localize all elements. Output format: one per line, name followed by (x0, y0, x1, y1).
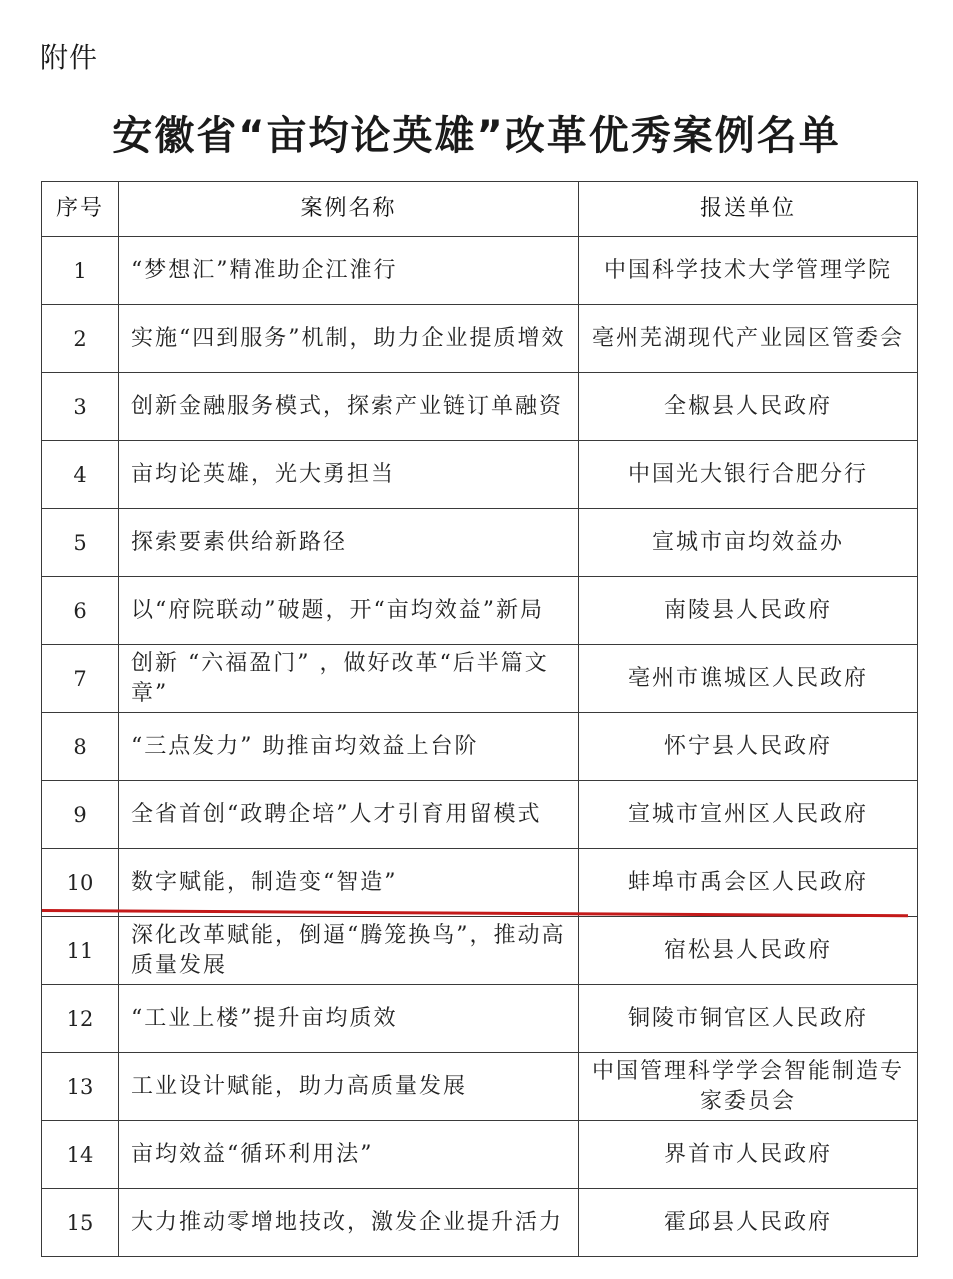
row-number: 12 (42, 985, 119, 1053)
row-number: 2 (42, 305, 119, 373)
case-name: 工业设计赋能，助力高质量发展 (119, 1053, 579, 1121)
table-row (42, 305, 918, 373)
submitting-unit: 蚌埠市禹会区人民政府 (579, 849, 918, 917)
table-row (42, 985, 918, 1053)
row-number: 9 (42, 781, 119, 849)
submitting-unit: 南陵县人民政府 (579, 577, 918, 645)
column-header-no: 序号 (42, 182, 119, 237)
table-row (42, 509, 918, 577)
table-row (42, 917, 918, 985)
case-list-table (41, 181, 918, 1257)
submitting-unit: 界首市人民政府 (579, 1121, 918, 1189)
submitting-unit: 宿松县人民政府 (579, 917, 918, 985)
row-number: 8 (42, 713, 119, 781)
case-name: 亩均论英雄，光大勇担当 (119, 441, 579, 509)
row-number: 11 (42, 917, 119, 985)
row-number: 4 (42, 441, 119, 509)
row-number: 15 (42, 1189, 119, 1257)
table-header-row (42, 182, 918, 237)
case-name: 创新 “六福盈门” ，做好改革“后半篇文章” (119, 645, 579, 713)
submitting-unit: 中国管理科学学会智能制造专家委员会 (579, 1053, 918, 1121)
case-name: “三点发力” 助推亩均效益上台阶 (119, 713, 579, 781)
table-row (42, 373, 918, 441)
table-row (42, 441, 918, 509)
case-name: 以“府院联动”破题，开“亩均效益”新局 (119, 577, 579, 645)
submitting-unit: 全椒县人民政府 (579, 373, 918, 441)
table-row (42, 781, 918, 849)
submitting-unit: 亳州市谯城区人民政府 (579, 645, 918, 713)
table-row (42, 645, 918, 713)
row-number: 5 (42, 509, 119, 577)
row-number: 13 (42, 1053, 119, 1121)
row-number: 1 (42, 237, 119, 305)
case-name: 创新金融服务模式，探索产业链订单融资 (119, 373, 579, 441)
row-number: 6 (42, 577, 119, 645)
submitting-unit: 中国光大银行合肥分行 (579, 441, 918, 509)
case-name: 全省首创“政聘企培”人才引育用留模式 (119, 781, 579, 849)
table-row (42, 1053, 918, 1121)
submitting-unit: 霍邱县人民政府 (579, 1189, 918, 1257)
attachment-label: 附件 (40, 41, 99, 74)
column-header-case-name: 案例名称 (119, 182, 579, 237)
table-row (42, 713, 918, 781)
submitting-unit: 中国科学技术大学管理学院 (579, 237, 918, 305)
submitting-unit: 宣城市宣州区人民政府 (579, 781, 918, 849)
submitting-unit: 怀宁县人民政府 (579, 713, 918, 781)
case-name: 大力推动零增地技改，激发企业提升活力 (119, 1189, 579, 1257)
table-row (42, 577, 918, 645)
document-title: 安徽省“亩均论英雄”改革优秀案例名单 (112, 113, 841, 159)
case-name: 亩均效益“循环利用法” (119, 1121, 579, 1189)
table-row (42, 1121, 918, 1189)
case-name: 深化改革赋能，倒逼“腾笼换鸟”，推动高质量发展 (119, 917, 579, 985)
case-name: 数字赋能，制造变“智造” (119, 849, 579, 917)
case-name: “工业上楼”提升亩均质效 (119, 985, 579, 1053)
table-row (42, 237, 918, 305)
column-header-unit: 报送单位 (579, 182, 918, 237)
table-row (42, 849, 918, 917)
row-number: 3 (42, 373, 119, 441)
case-name: 实施“四到服务”机制，助力企业提质增效 (119, 305, 579, 373)
submitting-unit: 亳州芜湖现代产业园区管委会 (579, 305, 918, 373)
case-name: 探索要素供给新路径 (119, 509, 579, 577)
row-number: 10 (42, 849, 119, 917)
row-number: 7 (42, 645, 119, 713)
submitting-unit: 宣城市亩均效益办 (579, 509, 918, 577)
row-number: 14 (42, 1121, 119, 1189)
table-row (42, 1189, 918, 1257)
submitting-unit: 铜陵市铜官区人民政府 (579, 985, 918, 1053)
case-name: “梦想汇”精准助企江淮行 (119, 237, 579, 305)
